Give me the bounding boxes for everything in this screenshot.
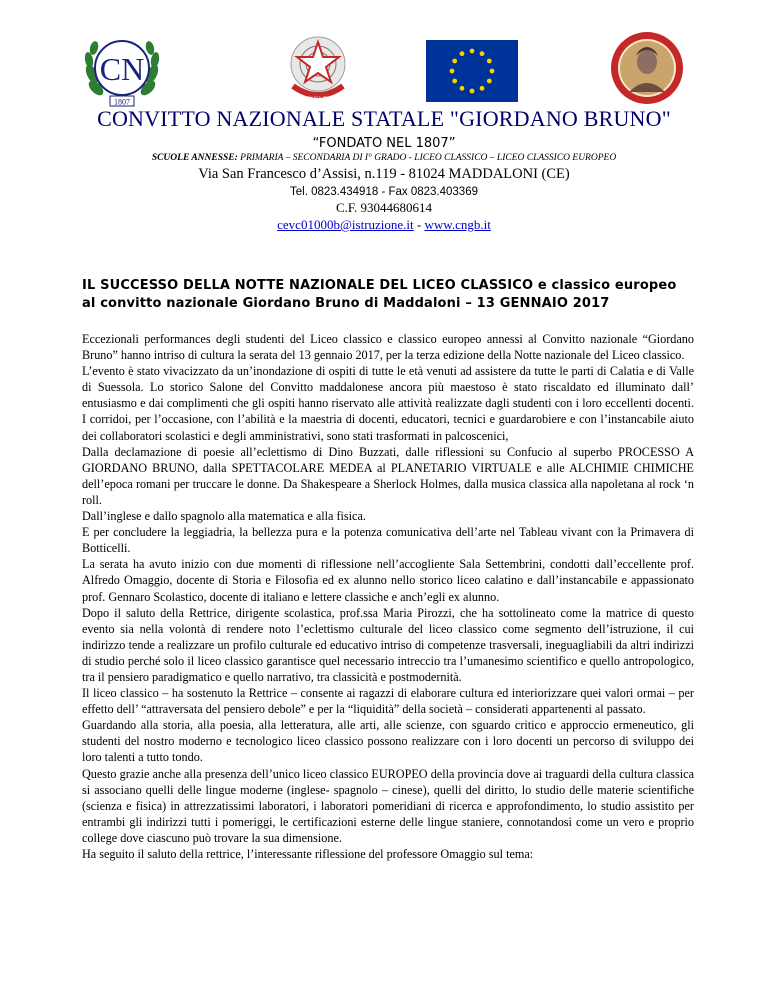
article-paragraph: E per concludere la leggiadria, la bellezza pura e la potenza comunicativa dell’arte nel Tableau vivant con la Primavera di Botticelli. (82, 525, 694, 556)
website-link[interactable]: www.cngb.it (424, 217, 491, 232)
founded-line: “FONDATO NEL 1807” (312, 136, 456, 151)
logo-row (0, 30, 768, 110)
svg-text:1807: 1807 (114, 97, 130, 107)
article-paragraph: Guardando alla storia, alla poesia, alla letteratura, alle arti, alle scienze, con sguardo critico e approccio ermeneutico, gli studenti del nostro moderno e tecnologico liceo classico possono realizzare con i loro docenti un percorso di sviluppo dei loro talenti a tutto tondo. (82, 718, 694, 765)
article-paragraph: Dall’inglese e dallo spagnolo alla matematica e alla fisica. (82, 509, 366, 524)
annexed-schools-list: PRIMARIA – SECONDARIA DI I° GRADO - LICEO CLASSICO – LICEO CLASSICO EUROPEO (237, 153, 617, 163)
italian-republic-emblem (285, 30, 351, 108)
email-link[interactable]: cevc01000b@istruzione.it (277, 217, 414, 232)
article-paragraph: Eccezionali performances degli studenti del Liceo classico e classico europeo annessi al Convitto nazionale “Giordano Bruno” hanno intriso di cultura la serata del 13 gennaio 2017, per la terza edizione della Notte nazionale del Liceo classico. (82, 332, 694, 363)
svg-text:CN: CN (99, 51, 145, 87)
annexed-schools-label: SCUOLE ANNESSE: (151, 153, 238, 163)
article-headline: IL SUCCESSO DELLA NOTTE NAZIONALE DEL LICEO CLASSICO e classico europeo al convitto nazionale Giordano Bruno di Maddaloni – 13 GENNAIO 2017 (82, 278, 677, 311)
article-paragraph: Il liceo classico – ha sostenuto la Rettrice – consente ai ragazzi di elaborare cultura ed interiorizzare quei valori ormai – per effetto dell’ “attraversata del pensiero debole” e per la “liquidità” della società – considerati appartenenti al passato. (82, 686, 694, 717)
school-address: Via San Francesco d’Assisi, n.119 - 81024 MADDALONI (CE) (198, 166, 570, 182)
article-paragraph: L’evento è stato vivacizzato da un’inondazione di ospiti di tutte le età venuti ad assistere da tutte le parti di Calatia e di Valle di Suessola. Lo storico Salone del Convitto maddalonese ancora più maestoso è stato riscaldato ed illuminato dall’ entusiasmo e dai complimenti che gli ospiti hanno riservato alle attività realizzate dagli studenti con i loro eccellenti docenti. I corridoi, per l’occasione, con l’abilità e la maestria di docenti, educatori, tecnici e guardarobiere e con l’instancabile aiuto dei collaboratori scolastici e degli amministrativi, sono stati trasformati in palcoscenici, (82, 364, 694, 443)
article-paragraph: La serata ha avuto inizio con due momenti di riflessione nell’accogliente Sala Settembrini, condotti dall’eccellente prof. Alfredo Omaggio, docente di Storia e Filosofia ed ex alunno nello storico liceo calatino e dall’instancabile e appassionato prof. Gennaro Scolastico, docente di italiano e lettere classiche e anch’egli ex alunno. (82, 557, 694, 604)
contact-links (0, 217, 768, 233)
article-paragraph: Dopo il saluto della Rettrice, dirigente scolastica, prof.ssa Maria Pirozzi, che ha sottolineato come la matrice di questo evento sia nella volontà di rendere noto l’eclettismo culturale del liceo classico come segmento dell’istruzione, il cui indirizzo tende a realizzare un profilo culturale ed educativo intriso di competenze trasversali, ineguagliabili da altri indirizzi di studio perché solo il liceo classico garantisce quel necessario intreccio tra l’umanesimo scientifico e quello antropologico, tra il pensiero paradigmatico e quello narrativo, tra classicità e postmodernità. (82, 605, 694, 684)
eu-flag (426, 40, 518, 102)
school-title: CONVITTO NAZIONALE STATALE "GIORDANO BRUNO" (97, 106, 671, 131)
article-paragraph: Dalla declamazione di poesie all’eclettismo di Dino Buzzati, dalle riflessioni su Confucio al superbo PROCESSO A GIORDANO BRUNO, dalla SPETTACOLARE MEDEA al PLANETARIO VIRTUALE e alle ALCHIMIE CHIMICHE dell’epoca romani per truccare le donne. Da Shakespeare a Sherlock Holmes, dalla musica classica alla napoletana al rock ‘n roll. (82, 444, 694, 507)
tax-code-line: C.F. 93044680614 (335, 200, 433, 215)
giordano-bruno-medallion (609, 30, 685, 106)
svg-text:REPUBBLICA ITALIANA: REPUBBLICA ITALIANA (293, 97, 343, 102)
article-body (82, 331, 694, 862)
article-paragraph: Ha seguito il saluto della rettrice, l’interessante riflessione del professore Omaggio sul tema: (82, 847, 534, 861)
links-separator: - (413, 217, 425, 232)
phone-fax-line: Tel. 0823.434918 - Fax 0823.403369 (290, 186, 478, 198)
article-paragraph: Questo grazie anche alla presenza dell’unico liceo classico EUROPEO della provincia dove ai traguardi della cultura classica si associano quelli delle lingue moderne (inglese- spagnolo – cinese), quelli del diritto, lo studio delle materie scientifiche (scienza e fisica) in attrezzatissimi laboratori, i laboratori pomeridiani di ricerca e approfondimento, lo studio assistito per entrambi gli indirizzi tutti i pomeriggi, le certificazioni esterne delle lingue staniere, connotandosi come un vero e proprio college dove ciascuno può trovare la sua dimensione. (82, 766, 694, 845)
convitto-logo (80, 30, 164, 110)
annexed-schools-line (0, 153, 768, 163)
